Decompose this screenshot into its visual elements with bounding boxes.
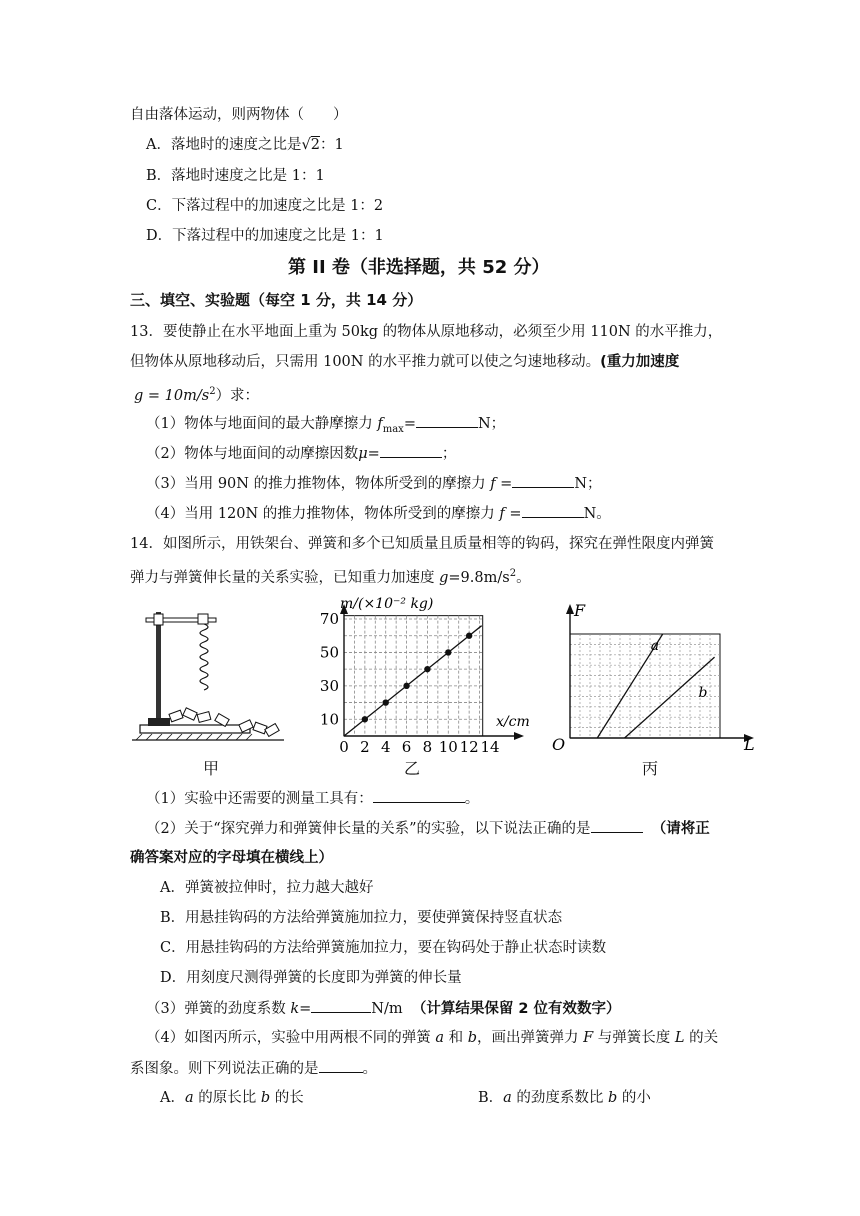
data-point [445,649,451,655]
q13-part1-text: （1）物体与地面间的最大静摩擦力 [146,416,378,432]
q14-g-exp: 2 [509,568,517,579]
figure-caption-yi: 乙 [404,759,421,778]
opt-text: 的原长比 [193,1090,261,1106]
var-b: b [608,1090,618,1106]
q14-part4-text: （4）如图丙所示，实验中用两根不同的弹簧 [146,1030,436,1046]
data-point [362,716,368,722]
q12-option-d: D．下落过程中的加速度之比是 1：1 [146,228,384,244]
answer-blank[interactable] [512,473,574,488]
part2-title: 第 II 卷（非选择题，共 52 分） [288,257,550,278]
answer-blank[interactable] [373,788,465,803]
q14-part1 [146,788,479,809]
var-a: a [503,1090,512,1106]
x-tick-label: 14 [480,738,500,756]
q14-part4 [146,1028,718,1048]
q14-part4-line2 [130,1058,377,1079]
answer-blank[interactable] [591,818,643,833]
q13-part2 [146,443,456,464]
data-point [466,633,472,639]
q13-part1-eq: = [403,416,416,432]
q13-line2-text: 但物体从原地移动后，只需用 100N 的水平推力就可以使之匀速地移动。 [130,354,601,370]
series-label-b: b [698,685,708,702]
chart-force-vs-length [548,600,764,752]
q14-line2 [130,564,531,588]
q13-part1-f: f [377,416,383,432]
q13-part4-text: （4）当用 120N 的推力推物体，物体所受到的摩擦力 [146,506,500,522]
q14-part4-end: 。 [362,1061,377,1077]
y-axis-arrow [566,604,574,614]
q13-line3 [134,382,259,406]
q14-part3-unit: N/m [371,1001,403,1017]
q14-line2-text: 弹力与弹簧伸长量的关系实验，已知重力加速度 [130,569,440,586]
sqrt-radicand: 2 [310,137,320,153]
q12-option-a-text: A．落地时的速度之比是 [146,137,302,153]
q14-k-symbol: k [290,1001,300,1017]
x-axis-arrow [514,732,524,740]
var-L: L [674,1030,685,1046]
opt-text-end: 的长 [270,1090,304,1106]
chart-frame [570,634,720,738]
q13-gravity-exp: 2 [209,386,216,397]
q14-g-symbol: g [439,569,449,586]
y-tick-label: 70 [319,610,339,628]
q13-line2 [130,352,679,372]
q13-gravity-note: (重力加速度 [600,354,680,370]
opt-letter: B． [478,1090,504,1106]
q14-part4-text-e: 的关 [684,1030,719,1046]
q14-part1-text: （1）实验中还需要的测量工具有： [146,791,373,807]
x-tick-label: 12 [459,738,479,756]
q14-part4-text-b: 和 [444,1030,468,1046]
answer-blank[interactable] [319,1058,363,1073]
series-label-a: a [650,638,660,654]
q13-part4-eq: = [504,506,522,522]
q13-part3-eq: = [495,476,513,492]
data-point [424,666,430,672]
q14-part3-eq: = [299,1001,312,1017]
chart-xlabel: L [744,735,755,752]
q14-option-d: D．用刻度尺测得弹簧的长度即为弹簧的伸长量 [160,970,462,986]
q13-part2-unit: ； [441,446,457,462]
q12-option-b: B．落地时速度之比是 1：1 [146,168,325,184]
q13-part3 [146,473,602,494]
q13-line1: 13．要使静止在水平地面上重为 50kg 的物体从原地移动，必须至少用 110N 的水平推力， [130,324,723,340]
x-tick-label: 0 [339,738,349,756]
x-tick-label: 2 [360,738,370,756]
q13-part4-unit: N。 [583,506,611,522]
q13-part4-f: f [499,506,505,522]
answer-blank[interactable] [311,998,371,1013]
var-a: a [184,1090,194,1106]
q14-part2-note-cont: 确答案对应的字母填在横线上） [130,850,333,866]
q14-part2-note: （请将正 [651,821,710,837]
var-F: F [583,1030,594,1046]
q13-part2-mu: μ [358,446,368,462]
var-a: a [435,1030,444,1046]
q14-part4-line2-text: 系图象。则下列说法正确的是 [130,1061,319,1077]
chart-origin-label: O [552,735,566,752]
q14-line1: 14．如图所示，用铁架台、弹簧和多个已知质量且质量相等的钩码，探究在弹性限度内弹簧 [130,536,714,552]
q14-part3-text: （3）弹簧的劲度系数 [146,1001,291,1017]
q13-part3-unit: N； [574,476,602,492]
sqrt-symbol: √ [301,137,311,153]
q14-part1-end: 。 [464,791,480,807]
q14-part2 [146,818,710,839]
figure-apparatus [128,600,288,750]
answer-blank[interactable] [522,503,584,518]
q13-part1-sub: max [382,423,404,435]
data-point [403,683,409,689]
q14-part4-option-a [160,1088,304,1108]
chart-mass-vs-extension [310,592,536,760]
opt-text: 的劲度系数比 [511,1090,609,1106]
var-b: b [467,1030,478,1046]
x-tick-label: 6 [401,738,412,756]
chart-xlabel: x/cm [496,714,530,730]
answer-blank[interactable] [416,413,478,428]
data-point [383,699,389,705]
y-tick-label: 30 [319,676,339,695]
q14-part3 [146,998,621,1019]
q14-line2-end: 。 [516,569,531,586]
q14-part3-note: （计算结果保留 2 位有效数字） [411,1001,621,1017]
q13-part3-text: （3）当用 90N 的推力推物体，物体所受到的摩擦力 [146,476,491,492]
answer-blank[interactable] [380,443,442,458]
figure-caption-bing: 丙 [642,759,659,778]
chart-axes [566,604,754,742]
chart-ylabel: m/(×10⁻² kg) [340,596,434,612]
q14-g-value: =9.8m/s [448,569,510,586]
q13-part2-text: （2）物体与地面间的动摩擦因数 [146,446,359,462]
q13-part4 [146,503,611,524]
q14-part4-text-d: 与弹簧长度 [593,1030,675,1046]
section3-title: 三、填空、实验题（每空 1 分，共 14 分） [130,291,423,309]
q14-option-c: C．用悬挂钩码的方法给弹簧施加拉力，要在钩码处于静止状态时读数 [160,940,607,956]
q12-option-a-ratio: ：1 [319,137,344,153]
opt-letter: A． [160,1090,185,1106]
q12-option-a [146,135,344,155]
opt-text-end: 的小 [617,1090,651,1106]
q13-line3-tail: ）求： [215,387,260,404]
chart-grid [570,634,720,738]
q14-option-a: A．弹簧被拉伸时，拉力越大越好 [160,880,374,896]
q14-part4-text-c: ，画出弹簧弹力 [477,1030,584,1046]
spring [200,624,208,690]
y-tick-label: 50 [319,643,339,662]
q13-part1 [146,413,505,440]
x-tick-label: 4 [380,738,391,756]
x-tick-label: 10 [438,738,458,756]
q12-stem: 自由落体运动，则两物体（ ） [130,107,348,123]
q13-part1-unit: N； [477,416,506,432]
var-b: b [260,1090,271,1106]
figure-caption-jia: 甲 [203,759,220,778]
q14-part4-option-b [478,1088,651,1108]
q13-part3-f: f [490,476,496,492]
q14-part2-text: （2）关于“探究弹力和弹簧伸长量的关系”的实验，以下说法正确的是 [146,821,591,837]
chart-ylabel: F [574,601,586,620]
q13-gravity-value: g = 10m/s [134,387,210,404]
q14-option-b: B．用悬挂钩码的方法给弹簧施加拉力，要使弹簧保持竖直状态 [160,910,563,926]
q13-part2-eq: = [367,446,380,462]
y-tick-label: 10 [319,710,339,729]
x-tick-label: 8 [422,738,433,756]
q12-option-c: C．下落过程中的加速度之比是 1：2 [146,198,384,214]
